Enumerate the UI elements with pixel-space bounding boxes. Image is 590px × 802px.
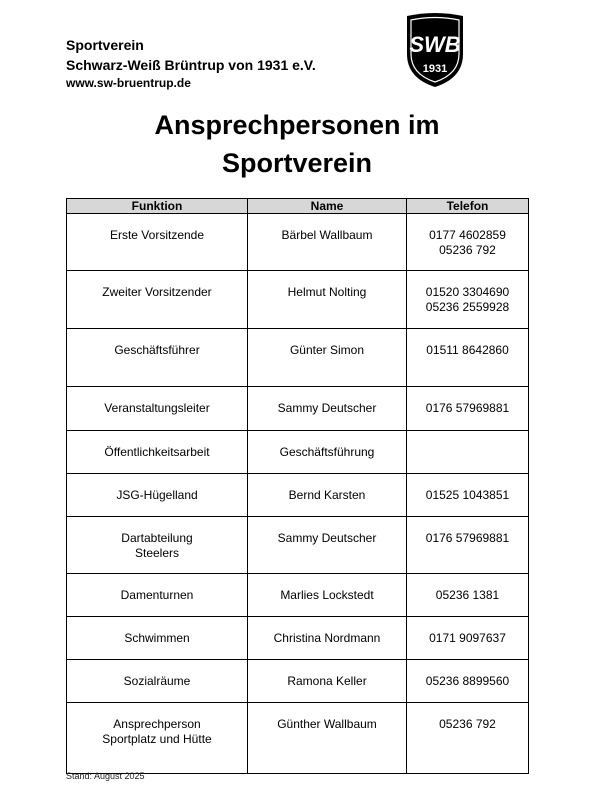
page-title-line2: Sportverein [221,148,373,178]
table-row [67,387,529,431]
funktion-line: Geschäftsführer [114,343,200,357]
table-row [67,703,529,774]
funktion-line: Schwimmen [124,631,190,645]
cell-telefon [407,660,529,703]
cell-funktion [67,617,248,660]
table-row [67,517,529,574]
table-row [67,474,529,517]
funktion-line: Ansprechperson [113,717,201,731]
cell-telefon [407,329,529,387]
phone-number: 0171 9097637 [429,631,506,645]
page-title [66,106,528,182]
funktion-line: Erste Vorsitzende [109,228,205,242]
cell-name: Ramona Keller [248,660,407,703]
club-logo [404,12,466,88]
funktion-line: JSG-Hügelland [116,488,198,502]
table-header-row [67,199,529,214]
cell-funktion [67,271,248,329]
funktion-line: Dartabteilung [121,531,193,545]
org-name-line1: Sportverein [66,37,144,53]
org-website: www.sw-bruentrup.de [66,76,191,90]
funktion-line: Sozialräume [123,674,191,688]
cell-name: Bärbel Wallbaum [248,214,407,271]
cell-funktion [67,517,248,574]
phone-number: 05236 8899560 [425,674,510,688]
contacts-table [66,198,529,774]
column-header-telefon: Telefon [407,199,529,214]
cell-name: Bernd Karsten [248,474,407,517]
footer-date: Stand: August 2025 [66,771,145,781]
table-row [67,329,529,387]
phone-number: 05236 2559928 [425,300,510,314]
phone-number: 01511 8642860 [426,343,509,357]
phone-number: 0177 4602859 [429,228,506,242]
cell-telefon [407,214,529,271]
funktion-line: Steelers [134,546,180,560]
phone-number: 0176 57969881 [425,531,510,545]
funktion-line: Öffentlichkeitsarbeit [104,445,210,459]
cell-name: Christina Nordmann [248,617,407,660]
cell-funktion [67,574,248,617]
phone-number: 05236 1381 [435,588,500,602]
phone-number: 0176 57969881 [425,401,510,415]
shield-icon [404,12,466,88]
phone-number: 01525 1043851 [425,488,510,502]
cell-funktion [67,703,248,774]
cell-name: Günther Wallbaum [248,703,407,774]
cell-telefon [407,387,529,431]
cell-funktion [67,214,248,271]
table-row [67,271,529,329]
cell-funktion [67,431,248,474]
funktion-line: Sportplatz und Hütte [102,732,212,746]
cell-name: Sammy Deutscher [248,517,407,574]
cell-name: Sammy Deutscher [248,387,407,431]
page-title-line1: Ansprechpersonen im [154,110,440,140]
table-row [67,617,529,660]
cell-name: Geschäftsführung [248,431,407,474]
phone-number: 01520 3304690 [425,285,510,299]
table-row [67,660,529,703]
table-row [67,431,529,474]
cell-funktion [67,474,248,517]
logo-year: 1931 [422,63,448,75]
cell-name: Helmut Nolting [248,271,407,329]
funktion-line: Veranstaltungsleiter [104,401,210,415]
table-row [67,214,529,271]
cell-telefon [407,517,529,574]
cell-funktion [67,329,248,387]
cell-telefon [407,574,529,617]
funktion-line: Zweiter Vorsitzender [102,285,212,299]
org-name-line2: Schwarz-Weiß Brüntrup von 1931 e.V. [66,57,316,73]
cell-funktion [67,387,248,431]
phone-number: 05236 792 [439,717,496,731]
column-header-funktion: Funktion [67,199,248,214]
cell-name: Günter Simon [248,329,407,387]
cell-telefon [407,617,529,660]
cell-telefon [407,431,529,474]
cell-funktion [67,660,248,703]
org-header [66,35,316,92]
funktion-line: Damenturnen [120,588,194,602]
column-header-name: Name [248,199,407,214]
logo-letters: SWB [409,32,461,57]
cell-telefon [407,703,529,774]
cell-telefon [407,271,529,329]
phone-number: 05236 792 [439,243,496,257]
table-row [67,574,529,617]
cell-telefon [407,474,529,517]
cell-name: Marlies Lockstedt [248,574,407,617]
